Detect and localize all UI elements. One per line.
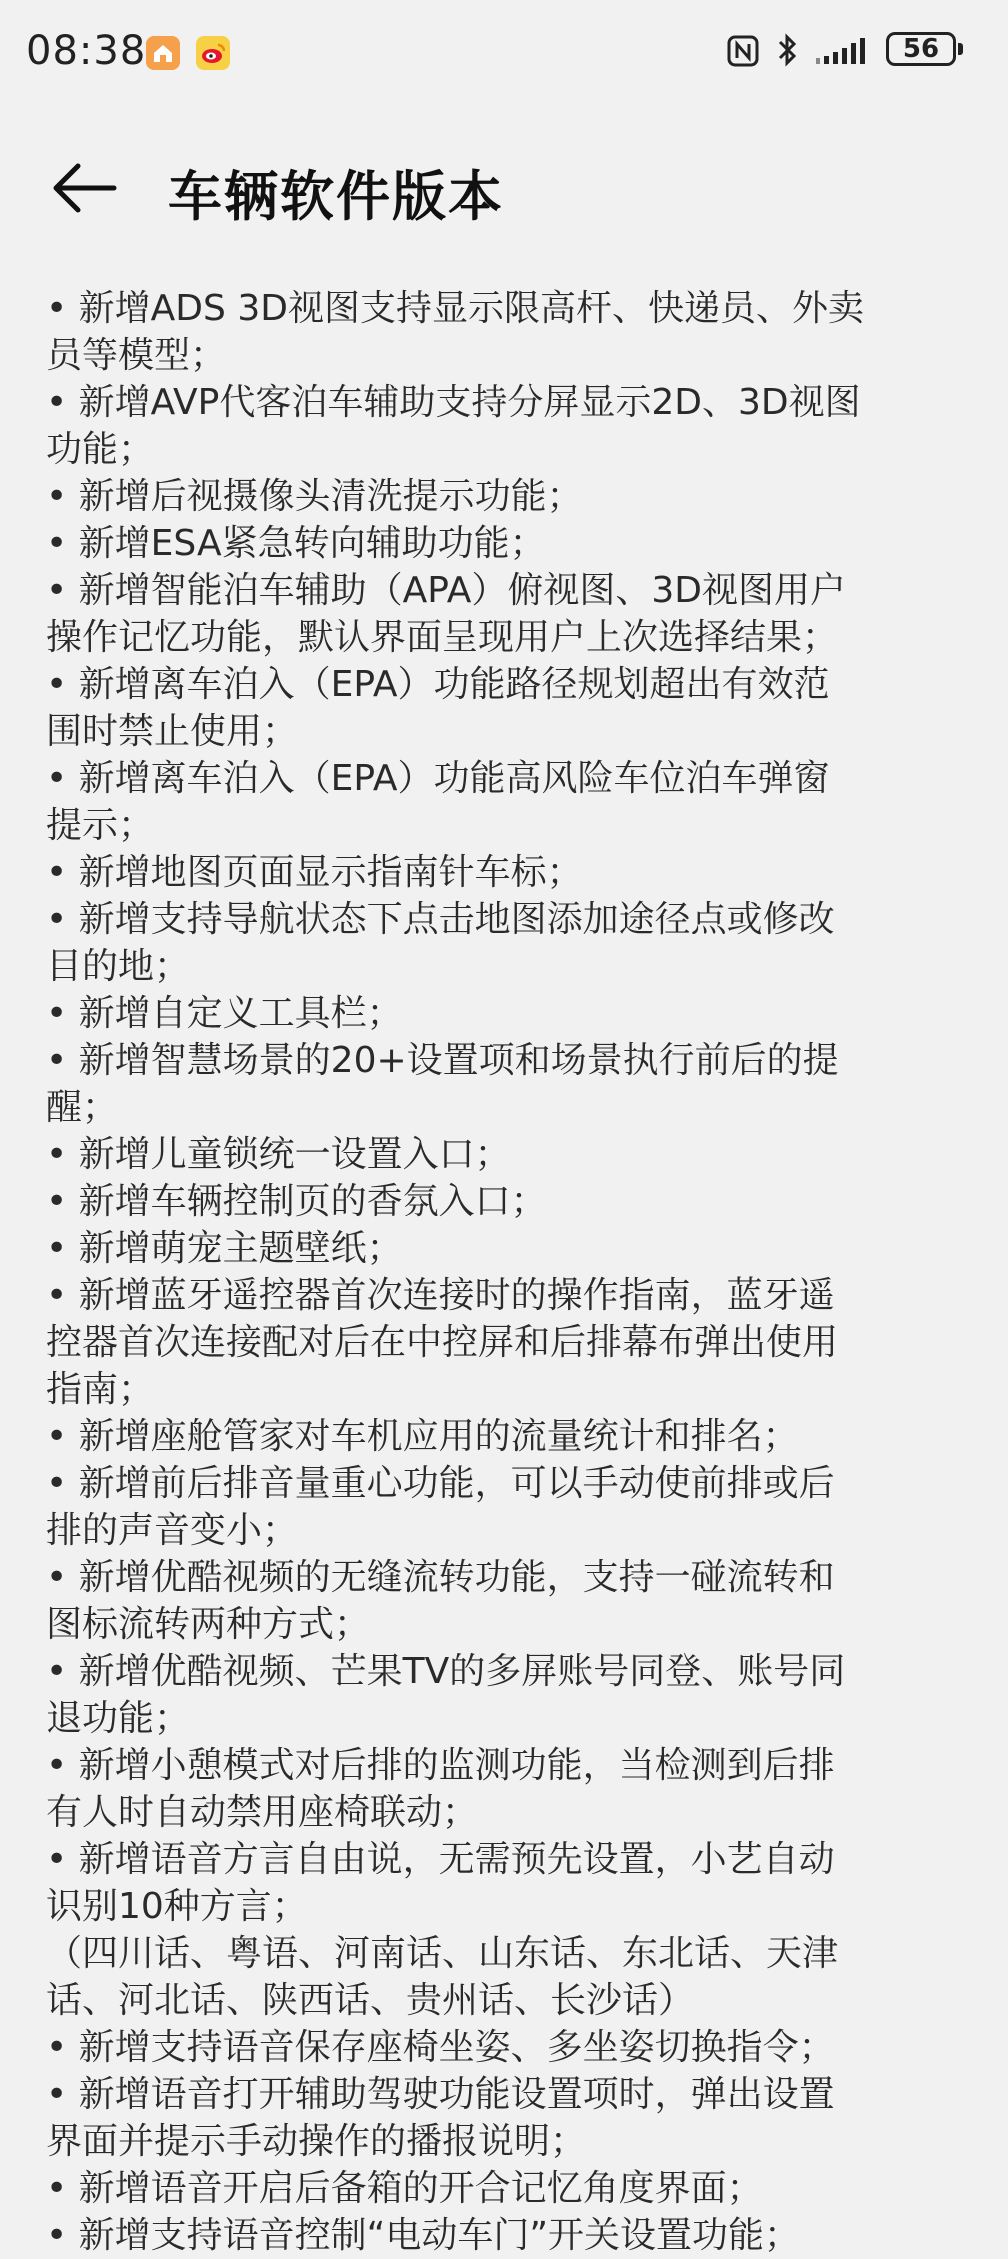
note-line: • 新增车辆控制页的香氛入口； [46, 1181, 547, 1222]
note-line: 目的地； [46, 946, 191, 987]
note-line: • 新增ESA紧急转向辅助功能； [46, 523, 546, 564]
note-line: • 新增离车泊入（EPA）功能路径规划超出有效范 [46, 664, 830, 705]
note-line: • 新增小憩模式对后排的监测功能，当检测到后排 [46, 1745, 835, 1786]
note-line: 界面并提示手动操作的播报说明； [46, 2121, 587, 2162]
note-line: 员等模型； [46, 335, 227, 376]
note-line: • 新增支持语音控制“电动车门”开关设置功能； [46, 2215, 800, 2256]
note-line: • 新增优酷视频、芒果TV的多屏账号同登、账号同 [46, 1651, 846, 1692]
note-line: • 新增语音开启后备箱的开合记忆角度界面； [46, 2168, 763, 2209]
note-line: • 新增儿童锁统一设置入口； [46, 1134, 511, 1175]
note-line: 话、河北话、陕西话、贵州话、长沙话） [46, 1980, 695, 2021]
system-status-icons [726, 30, 986, 74]
note-line: • 新增支持导航状态下点击地图添加途径点或修改 [46, 899, 835, 940]
note-line: • 新增蓝牙遥控器首次连接时的操作指南，蓝牙遥 [46, 1275, 835, 1316]
note-line: 醒； [46, 1087, 119, 1128]
note-line: • 新增AVP代客泊车辅助支持分屏显示2D、3D视图 [46, 382, 861, 423]
note-line: • 新增自定义工具栏； [46, 993, 403, 1034]
note-line: • 新增语音方言自由说，无需预先设置，小艺自动 [46, 1839, 835, 1880]
status-bar [0, 0, 1008, 108]
arrow-left-icon [44, 148, 124, 228]
note-line: 提示； [46, 805, 155, 846]
bluetooth-icon [774, 32, 802, 68]
note-line: 排的声音变小； [46, 1510, 299, 1551]
note-line: 图标流转两种方式； [46, 1604, 371, 1645]
note-line: （四川话、粤语、河南话、山东话、东北话、天津 [46, 1933, 839, 1974]
title-bar [0, 108, 1008, 268]
weibo-icon [196, 36, 230, 70]
note-line: • 新增智慧场景的20+设置项和场景执行前后的提 [46, 1040, 839, 1081]
note-line: 有人时自动禁用座椅联动； [46, 1792, 479, 1833]
release-notes-list [46, 238, 966, 2259]
note-line: 功能； [46, 429, 155, 470]
note-line: • 新增前后排音量重心功能，可以手动使前排或后 [46, 1463, 835, 1504]
note-line: • 新增萌宠主题壁纸； [46, 1228, 403, 1269]
battery-tip [958, 43, 963, 55]
nfc-icon [726, 34, 760, 68]
note-line: • 新增座舱管家对车机应用的流量统计和排名； [46, 1416, 799, 1457]
note-line: 控器首次连接配对后在中控屏和后排幕布弹出使用 [46, 1322, 839, 1363]
note-line: • 新增地图页面显示指南针车标； [46, 852, 583, 893]
note-line: • 新增后视摄像头清洗提示功能； [46, 476, 583, 517]
note-line: 操作记忆功能，默认界面呈现用户上次选择结果； [46, 617, 839, 658]
home-app-icon [146, 36, 180, 70]
page-title: 车辆软件版本 [168, 165, 504, 228]
note-line: 识别10种方言； [46, 1886, 308, 1927]
note-line: • 新增智能泊车辅助（APA）俯视图、3D视图用户 [46, 570, 846, 611]
note-line: 指南； [46, 1369, 155, 1410]
note-line: • 新增离车泊入（EPA）功能高风险车位泊车弹窗 [46, 758, 830, 799]
signal-icon [816, 36, 876, 66]
note-line: • 新增语音打开辅助驾驶功能设置项时，弹出设置 [46, 2074, 835, 2115]
note-line: • 新增支持语音保存座椅坐姿、多坐姿切换指令； [46, 2027, 835, 2068]
battery-indicator: 56 [886, 32, 956, 66]
status-time: 08:38 [26, 28, 147, 74]
note-line: 退功能； [46, 1698, 191, 1739]
back-button[interactable] [44, 148, 124, 228]
release-notes-scroll[interactable] [0, 268, 1008, 2256]
note-line: • 新增ADS 3D视图支持显示限高杆、快递员、外卖 [46, 288, 864, 329]
note-line: 围时禁止使用； [46, 711, 299, 752]
note-line: • 新增优酷视频的无缝流转功能，支持一碰流转和 [46, 1557, 835, 1598]
